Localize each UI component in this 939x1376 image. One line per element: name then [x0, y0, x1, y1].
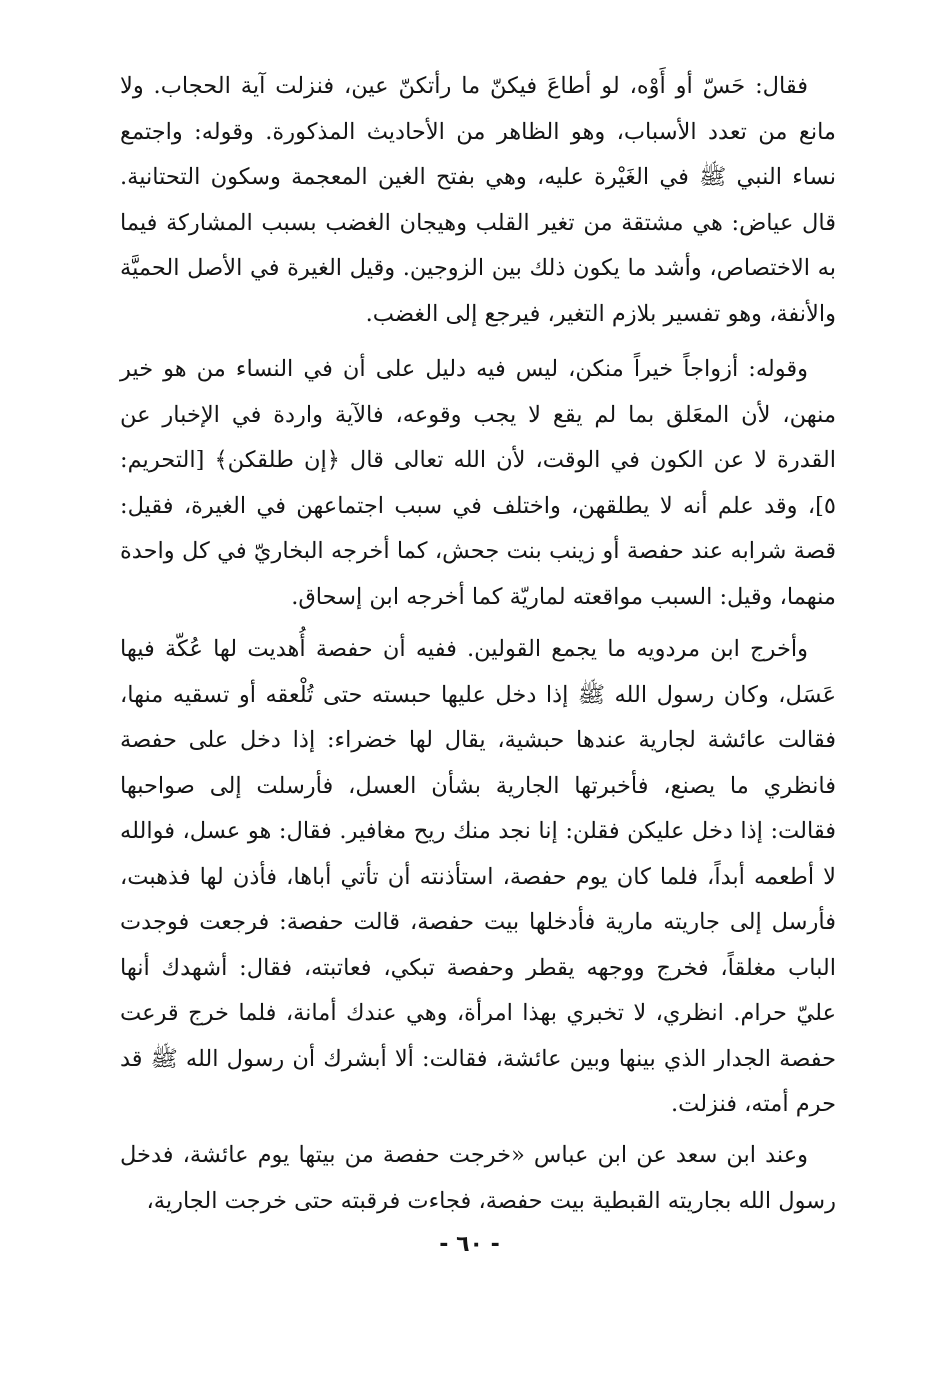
paragraph-2 [120, 347, 836, 620]
page-number: - ٦٠ - [439, 1232, 500, 1257]
paragraph-text: وأخرج ابن مردويه ما يجمع القولين. ففيه أن حفصة أُهديت لها عُكّة فيها عَسَل، وكان رسول الله ﷺ إذا دخل عليها حبسته حتى تُلْعقه أو تسقيه منها، فقالت عائشة لجارية عندها حبشية، يقال لها خضراء: إذا دخل على حفصة فانظري ما يصنع، فأخبرتها الجارية بشأن العسل، فأرسلت إلى صواحبها فقالت: إذا دخل عليكن فقلن: إنا نجد منك ريح مغافير. فقال: هو عسل، فوالله لا أطعمه أبداً، فلما كان يوم حفصة، استأذنته أن تأتي أباها، فأذن لها فذهبت، فأرسل إلى جاريته مارية فأدخلها بيت حفصة، قالت حفصة: فرجعت فوجدت الباب مغلقاً، فخرج ووجهه يقطر وحفصة تبكي، فعاتبته، فقال: أشهدك أنها عليّ حرام. انظري، لا تخبري بهذا امرأة، وهي عندك أمانة، فلما خرج قرعت حفصة الجدار الذي بينها وبين عائشة، فقالت: ألا أبشرك أن رسول الله ﷺ قد حرم أمته، فنزلت. [120, 636, 836, 1117]
paragraph-1 [120, 64, 836, 337]
paragraph-text: وقوله: أزواجاً خيراً منكن، ليس فيه دليل على أن في النساء من هو خير منهن، لأن المعَلق بما لم يقع لا يجب وقوعه، فالآية واردة في الإخبار عن القدرة لا عن الكون في الوقت، لأن الله تعالى قال ﴿إن طلقكن﴾ [التحريم: ٥]، وقد علم أنه لا يطلقهن، واختلف في سبب اجتماعهن في الغيرة، فقيل: قصة شرابه عند حفصة أو زينب بنت جحش، كما أخرجه البخاريّ في كل واحدة منهما، وقيل: السبب مواقعته لماريّة كما أخرجه ابن إسحاق. [120, 356, 836, 610]
paragraph-text: وعند ابن سعد عن ابن عباس «خرجت حفصة من بيتها يوم عائشة، فدخل رسول الله بجاريته القبطية بيت حفصة، فجاءت فرقبته حتى خرجت الجارية، [120, 1142, 836, 1214]
paragraph-text: فقال: حَسّ أو أَوْه، لو أطاعَ فيكنّ ما رأتكنّ عين، فنزلت آية الحجاب. ولا مانع من تعدد الأسباب، وهو الظاهر من الأحاديث المذكورة. وقوله: واجتمع نساء النبي ﷺ في الغَيْرة عليه، وهي بفتح الغين المعجمة وسكون التحتانية. قال عياض: هي مشتقة من تغير القلب وهيجان الغضب بسبب المشاركة فيما به الاختصاص، وأشد ما يكون ذلك بين الزوجين. وقيل الغيرة في الأصل الحميَّة والأنفة، وهو تفسير بلازم التغير، فيرجع إلى الغضب. [120, 73, 836, 327]
paragraph-4 [120, 1133, 836, 1224]
paragraph-3 [120, 627, 836, 1128]
